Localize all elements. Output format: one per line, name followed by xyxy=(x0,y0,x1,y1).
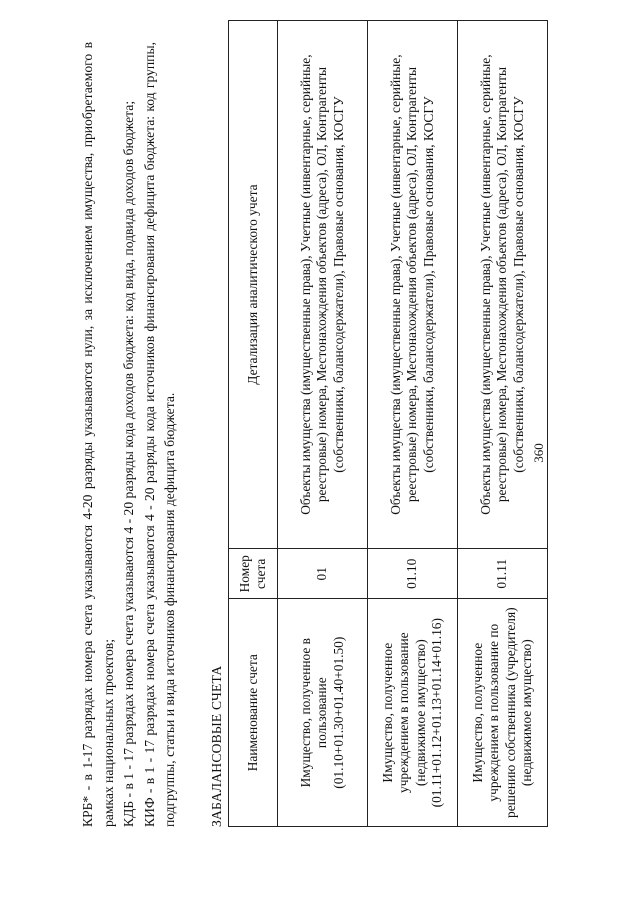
cell-account-name: Имущество, полученное учреждением в пользование по решению собственника (учредителя) (недвижимое имущество) xyxy=(458,599,548,827)
paragraph-krb: КРБ* - в 1-17 разрядах номера счета указываются 4-20 разряды указываются нули, за исключением имущества, приобретаемого в рамках национальных проектов; xyxy=(80,42,116,827)
cell-analytics: Объекты имущества (имущественные права), Учетные (инвентарные, серийные, реестровые) номера, Местонахождения объектов (адреса), ОЛ, Контрагенты (собственники, балансодержатели), Правовые основания, КОСГУ xyxy=(368,21,458,549)
table-row xyxy=(368,21,458,827)
accounts-table xyxy=(228,20,548,827)
header-account-number: Номер счета xyxy=(229,549,278,599)
table-row xyxy=(458,21,548,827)
header-account-name: Наименование счета xyxy=(229,599,278,827)
cell-account-number: 01 xyxy=(278,549,368,599)
table-row xyxy=(278,21,368,827)
paragraph-kdb: КДБ - в 1 - 17 разрядах номера счета указываются 4 - 20 разряды кода доходов бюджета: код вида, подвида доходов бюджета; xyxy=(121,100,136,827)
cell-account-number: 01.11 xyxy=(458,549,548,599)
table-header-row xyxy=(229,21,278,827)
section-title: ЗАБАЛАНСОВЫЕ СЧЕТА xyxy=(209,665,224,827)
header-analytics: Детализация аналитического учета xyxy=(229,21,278,549)
cell-account-name: Имущество, полученное учреждением в пользование (недвижимое имущество) (01.11+01.12+01.13+01.14+01.16) xyxy=(368,599,458,827)
cell-analytics: Объекты имущества (имущественные права), Учетные (инвентарные, серийные, реестровые) номера, Местонахождения объектов (адреса), ОЛ, Контрагенты (собственники, балансодержатели), Правовые основания, КОСГУ xyxy=(458,21,548,549)
paragraph-kif: КИФ - в 1 - 17 разрядах номера счета указываются 4 - 20 разряды кода источников финансирования дефицита бюджета: код группы, подгруппы, статьи и вида источников финансирования дефицита бюджета. xyxy=(141,42,177,827)
intro-text xyxy=(78,42,181,827)
cell-analytics: Объекты имущества (имущественные права), Учетные (инвентарные, серийные, реестровые) номера, Местонахождения объектов (адреса), ОЛ, Контрагенты (собственники, балансодержатели), Правовые основания, КОСГУ xyxy=(278,21,368,549)
cell-account-number: 01.10 xyxy=(368,549,458,599)
cell-account-name: Имущество, полученное в пользование (01.10+01.30+01.40+01.50) xyxy=(278,599,368,827)
page-number: 360 xyxy=(531,443,546,463)
